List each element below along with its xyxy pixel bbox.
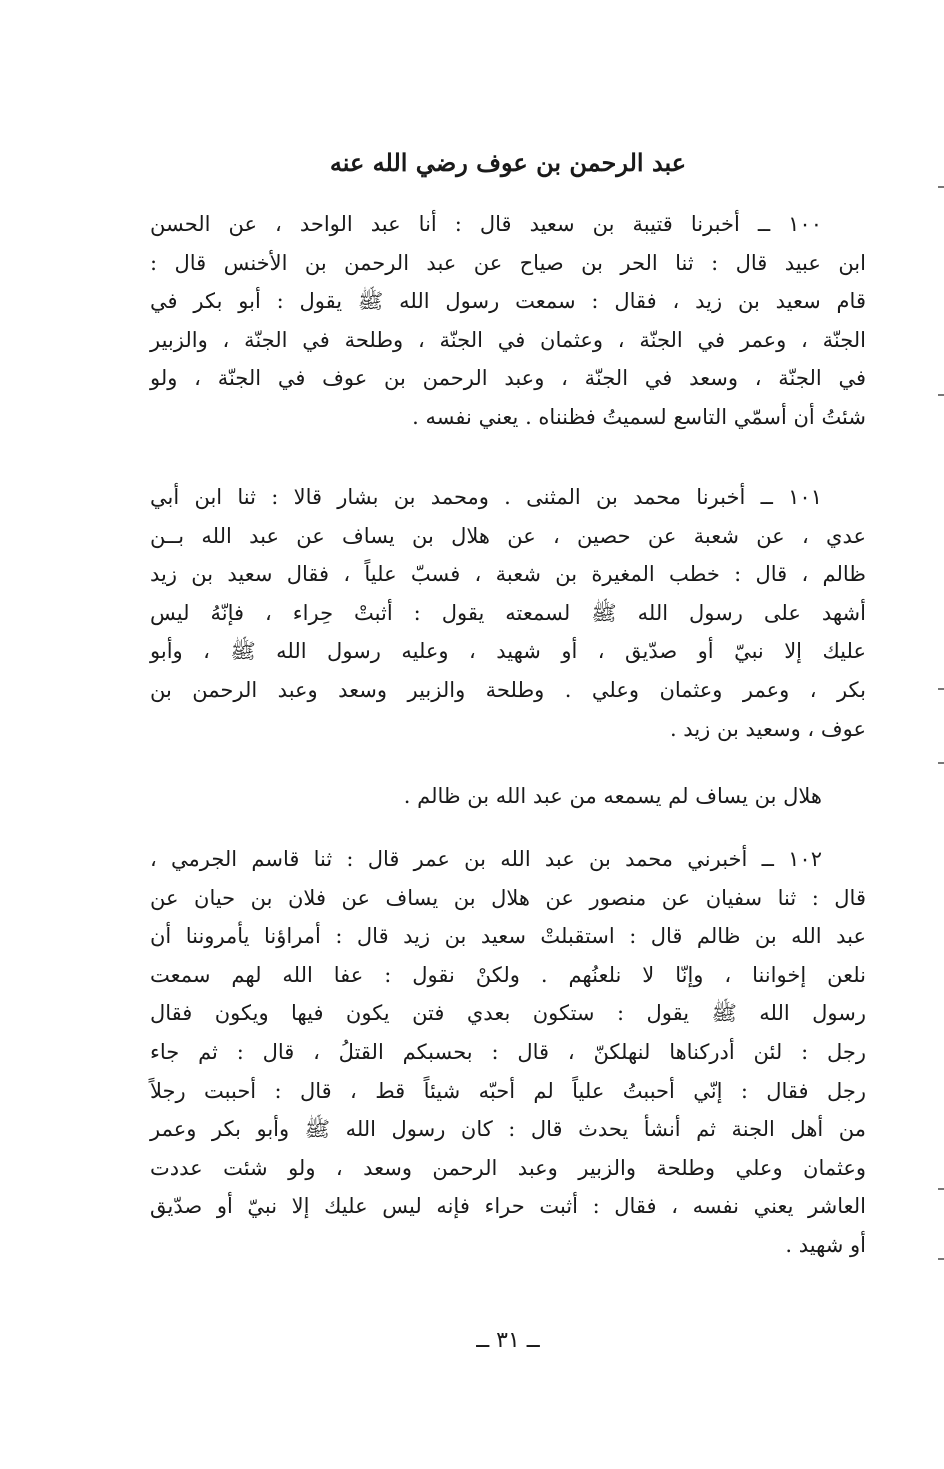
hadith-100-paragraph <box>150 205 866 437</box>
text-line: ١٠١ ــ أخبرنا محمد بن المثنى . ومحمد بن بشار قالا : ثنا ابن أبي <box>150 485 822 509</box>
text-line: الجنّة ، وعمر في الجنّة ، وعثمان في الجنّة ، وطلحة في الجنّة ، والزبير <box>150 327 866 352</box>
text-line: رسول الله ﷺ يقول : ستكون بعدي فتن يكون فيها ويكون فقال <box>150 1001 866 1026</box>
text-line: قال : ثنا سفيان عن منصور عن هلال بن يساف عن فلان بن حيان عن <box>150 885 866 910</box>
text-line: نلعن إخواننا ، وإنّا لا نلعنُهم . ولكنْ نقول : عفا الله لهم سمعت <box>150 962 866 987</box>
text-line: رجل فقال : إنّي أحببتُ علياً لم أحبّه شيئاً قط ، قال : أحببت رجلاً <box>150 1078 866 1103</box>
text-line: قام سعيد بن زيد ، فقال : سمعت رسول الله ﷺ يقول : أبو بكر في <box>150 289 866 314</box>
text-line: أشهد على رسول الله ﷺ لسمعته يقول : أثبتْ حِراء ، فإنّهُ ليس <box>150 600 866 625</box>
text-line: العاشر يعني نفسه ، فقال : أثبت حراء فإنه ليس عليك إلا نبيّ أو صدّيق <box>150 1194 866 1219</box>
scan-edge-mark <box>938 1188 944 1190</box>
page-number: ــ ٣١ ــ <box>476 1328 540 1353</box>
text-line: شئتُ أن أسمّي التاسع لسميتُ فظنناه . يعني نفسه . <box>412 404 866 429</box>
text-line: من أهل الجنة ثم أنشأ يحدث قال : كان رسول الله ﷺ وأبو بكر وعمر <box>150 1117 866 1142</box>
text-line: عليك إلا نبيّ أو صدّيق ، أو شهيد ، وعليه رسول الله ﷺ ، وأبو <box>150 639 866 664</box>
document-page <box>150 0 866 1469</box>
scan-edge-mark <box>938 186 944 188</box>
text-line: بكر ، وعمر وعثمان وعلي . وطلحة والزبير وسعد وعبد الرحمن بن <box>150 677 866 702</box>
text-line: رجل : لئن أدركناها لنهلكنّ ، قال : بحسبكم القتلُ ، قال : ثم جاء <box>150 1039 866 1064</box>
text-line: عوف ، وسعيد بن زيد . <box>669 716 866 741</box>
text-line: ابن عبيد قال : ثنا الحر بن صياح عن عبد الرحمن بن الأخنس قال : <box>150 250 866 275</box>
page-title: عبد الرحمن بن عوف رضي الله عنه <box>329 148 687 177</box>
text-line: في الجنّة ، وسعد في الجنّة ، وعبد الرحمن بن عوف في الجنّة ، ولو <box>150 366 866 391</box>
scan-edge-mark <box>938 1258 944 1260</box>
text-line: ١٠٠ ــ أخبرنا قتيبة بن سعيد قال : أنا عبد الواحد ، عن الحسن <box>150 212 822 236</box>
hadith-101-paragraph <box>150 478 866 748</box>
scan-edge-mark <box>938 762 944 764</box>
hadith-102-paragraph <box>150 840 866 1265</box>
scan-edge-mark <box>938 394 944 396</box>
text-line: أو شهيد . <box>785 1232 866 1257</box>
scan-edge-mark <box>938 688 944 690</box>
text-line: عبد الله بن ظالم قال : استقبلتْ سعيد بن زيد قال : أمراؤنا يأمروننا أن <box>150 924 866 949</box>
text-line: وعثمان وعلي وطلحة والزبير وعبد الرحمن وسعد ، ولو شئت عددت <box>150 1155 866 1180</box>
text-line: عدي ، عن شعبة عن حصين ، عن هلال بن يساف عن عبد الله بــن <box>150 523 866 548</box>
hadith-101-note: هلال بن يساف لم يسمعه من عبد الله بن ظالم . <box>403 784 822 808</box>
text-line: ١٠٢ ــ أخبرني محمد بن عبد الله بن عمر قال : ثنا قاسم الجرمي ، <box>150 847 822 871</box>
text-line: ظالم ، قال : خطب المغيرة بن شعبة ، فسبّ علياً ، فقال سعيد بن زيد <box>150 562 866 587</box>
